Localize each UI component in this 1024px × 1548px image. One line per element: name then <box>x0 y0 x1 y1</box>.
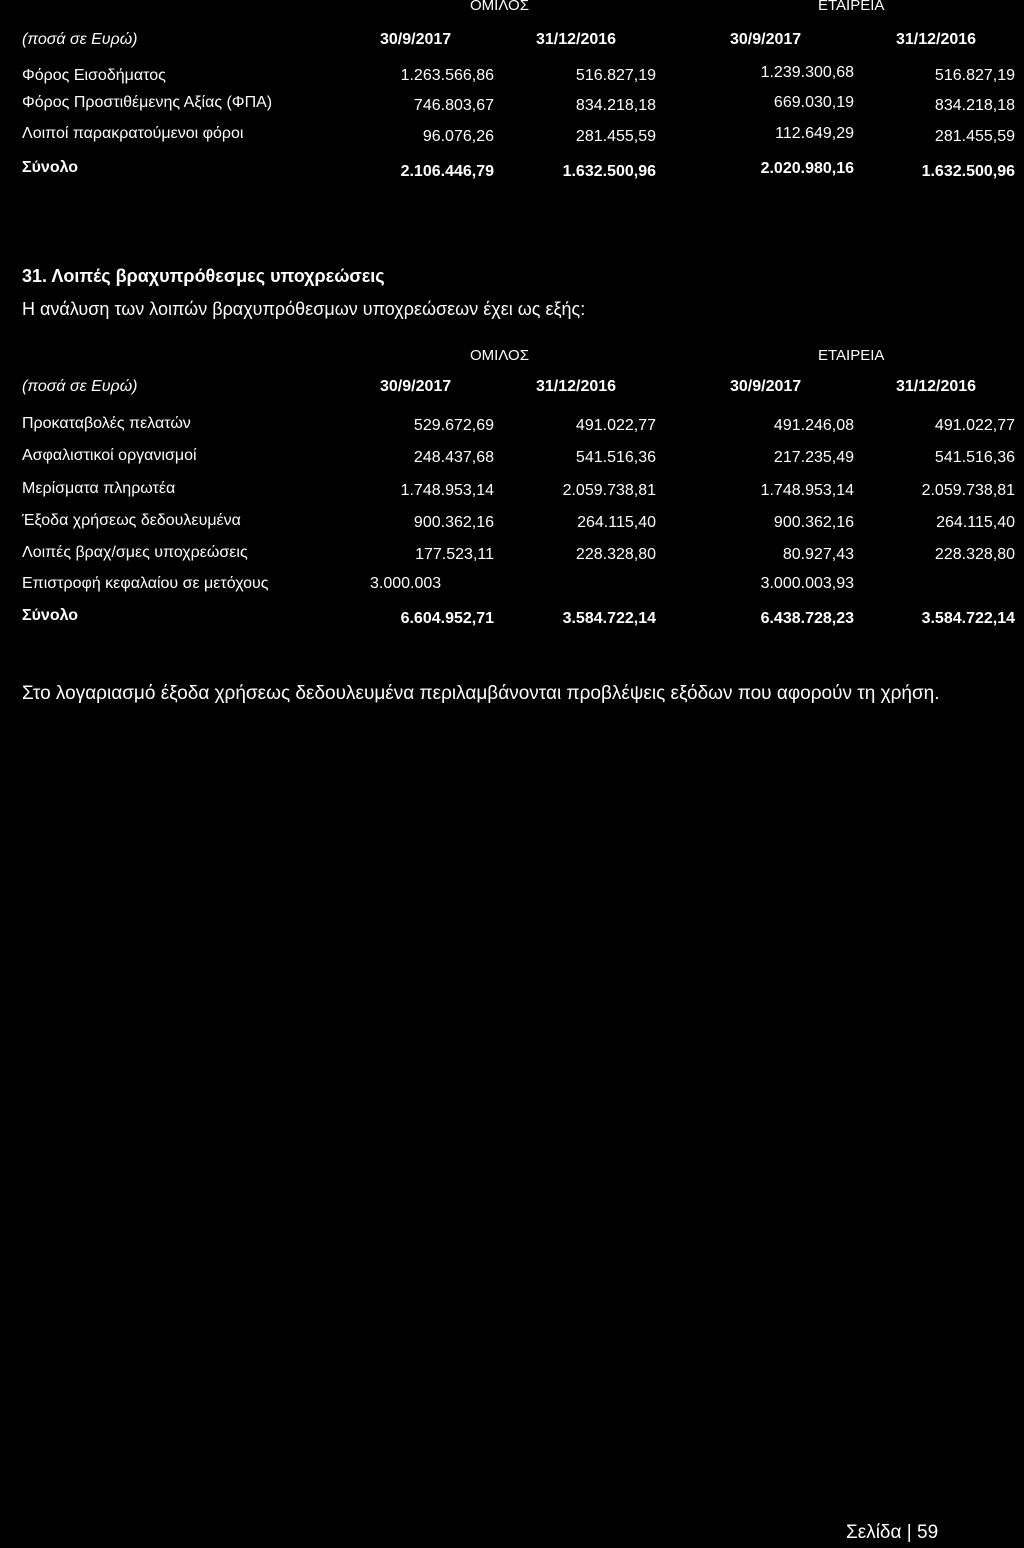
cell-value: 529.672,69 <box>413 417 494 434</box>
cell-value: 3.584.722,14 <box>921 610 1015 627</box>
cell-value: 264.115,40 <box>577 514 656 531</box>
cell-value: 900.362,16 <box>413 514 494 531</box>
section-intro: Η ανάλυση των λοιπών βραχυπρόθεσμων υποχρεώσεων έχει ως εξής: <box>22 299 586 319</box>
cell-value: 80.927,43 <box>782 546 854 563</box>
cell-value: 112.649,29 <box>775 125 854 142</box>
row-label: Φόρος Εισοδήματος <box>22 67 166 84</box>
section-heading: 31. Λοιπές βραχυπρόθεσμες υποχρεώσεις <box>22 266 385 286</box>
col-header-1: 30/9/2017 <box>380 31 452 48</box>
table-row <box>0 94 1024 118</box>
row-label: Προκαταβολές πελατών <box>22 415 191 432</box>
table-row <box>0 511 1024 535</box>
col-header-3: 30/9/2017 <box>730 31 802 48</box>
cell-value: 96.076,26 <box>422 128 494 145</box>
cell-value: 491.246,08 <box>773 417 854 434</box>
column-header-row <box>0 375 1024 399</box>
group-etaireia: ΕΤΑΙΡΕΙΑ <box>818 0 885 14</box>
unit-label: (ποσά σε Ευρώ) <box>22 31 138 48</box>
cell-value: 1.632.500,96 <box>562 163 656 180</box>
page-footer <box>846 1522 938 1544</box>
group-omilos: ΟΜΙΛΟΣ <box>470 347 529 364</box>
cell-value: 248.437,68 <box>413 449 494 466</box>
page-number: 59 <box>917 1522 939 1543</box>
cell-value: 900.362,16 <box>773 514 854 531</box>
unit-label: (ποσά σε Ευρώ) <box>22 378 138 395</box>
cell-value: 2.020.980,16 <box>760 160 854 177</box>
cell-value: 6.438.728,23 <box>760 610 854 627</box>
note-paragraph: Στο λογαριασμό έξοδα χρήσεως δεδουλευμένα περιλαμβάνονται προβλέψεις εξόδων που αφορούν τη χρήση. <box>22 683 940 704</box>
table-row <box>0 543 1024 567</box>
cell-value: 834.218,18 <box>575 97 656 114</box>
col-header-4: 31/12/2016 <box>896 378 977 395</box>
cell-value: 1.263.566,86 <box>400 67 494 84</box>
cell-value: 2.106.446,79 <box>400 163 494 180</box>
row-label: Μερίσματα πληρωτέα <box>22 480 176 497</box>
cell-value: 3.584.722,14 <box>562 610 656 627</box>
total-row <box>0 160 1024 184</box>
table-row <box>0 479 1024 503</box>
group-omilos: ΟΜΙΛΟΣ <box>470 0 529 14</box>
total-row <box>0 607 1024 631</box>
cell-value: 177.523,11 <box>415 546 494 563</box>
table-row <box>0 446 1024 470</box>
cell-value: 746.803,67 <box>413 97 494 114</box>
cell-value: 6.604.952,71 <box>400 610 494 627</box>
cell-value: 1.239.300,68 <box>760 64 854 81</box>
row-label: Ασφαλιστικοί οργανισμοί <box>22 447 197 464</box>
cell-value: 834.218,18 <box>934 97 1015 114</box>
row-label: Επιστροφή κεφαλαίου σε μετόχους <box>22 575 269 592</box>
page-label: Σελίδα <box>846 1522 902 1543</box>
group-header-row <box>0 344 1024 368</box>
cell-value: 1.632.500,96 <box>921 163 1015 180</box>
cell-value: 228.328,80 <box>575 546 656 563</box>
col-header-2: 31/12/2016 <box>536 31 617 48</box>
row-label: Λοιπές βραχ/σμες υποχρεώσεις <box>22 544 248 561</box>
row-label: Έξοδα χρήσεως δεδουλευμένα <box>22 512 241 529</box>
row-label: Σύνολο <box>22 607 79 624</box>
cell-value: 3.000.003 <box>370 575 442 592</box>
cell-value: 491.022,77 <box>575 417 656 434</box>
cell-value: 281.455,59 <box>575 128 656 145</box>
column-header-row <box>0 28 1024 52</box>
cell-value: 1.748.953,14 <box>760 482 854 499</box>
cell-value: 1.748.953,14 <box>400 482 494 499</box>
cell-value: 264.115,40 <box>936 514 1015 531</box>
col-header-4: 31/12/2016 <box>896 31 977 48</box>
group-etaireia: ΕΤΑΙΡΕΙΑ <box>818 347 885 364</box>
cell-value: 669.030,19 <box>773 94 854 111</box>
cell-value: 281.455,59 <box>934 128 1015 145</box>
group-header-row <box>0 0 1024 18</box>
cell-value: 2.059.738,81 <box>562 482 656 499</box>
cell-value: 516.827,19 <box>934 67 1015 84</box>
table-row <box>0 64 1024 88</box>
page-separator: | <box>906 1522 912 1543</box>
row-label: Φόρος Προστιθέμενης Αξίας (ΦΠΑ) <box>22 94 273 111</box>
col-header-2: 31/12/2016 <box>536 378 617 395</box>
table-row <box>0 414 1024 438</box>
row-label: Λοιποί παρακρατούμενοι φόροι <box>22 125 244 142</box>
row-label: Σύνολο <box>22 159 79 176</box>
cell-value: 3.000.003,93 <box>760 575 854 592</box>
col-header-3: 30/9/2017 <box>730 378 802 395</box>
col-header-1: 30/9/2017 <box>380 378 452 395</box>
cell-value: 516.827,19 <box>575 67 656 84</box>
cell-value: 2.059.738,81 <box>921 482 1015 499</box>
cell-value: 228.328,80 <box>934 546 1015 563</box>
table-row <box>0 572 1024 596</box>
cell-value: 541.516,36 <box>575 449 656 466</box>
table-row <box>0 125 1024 149</box>
cell-value: 217.235,49 <box>773 449 854 466</box>
cell-value: 491.022,77 <box>934 417 1015 434</box>
cell-value: 541.516,36 <box>934 449 1015 466</box>
